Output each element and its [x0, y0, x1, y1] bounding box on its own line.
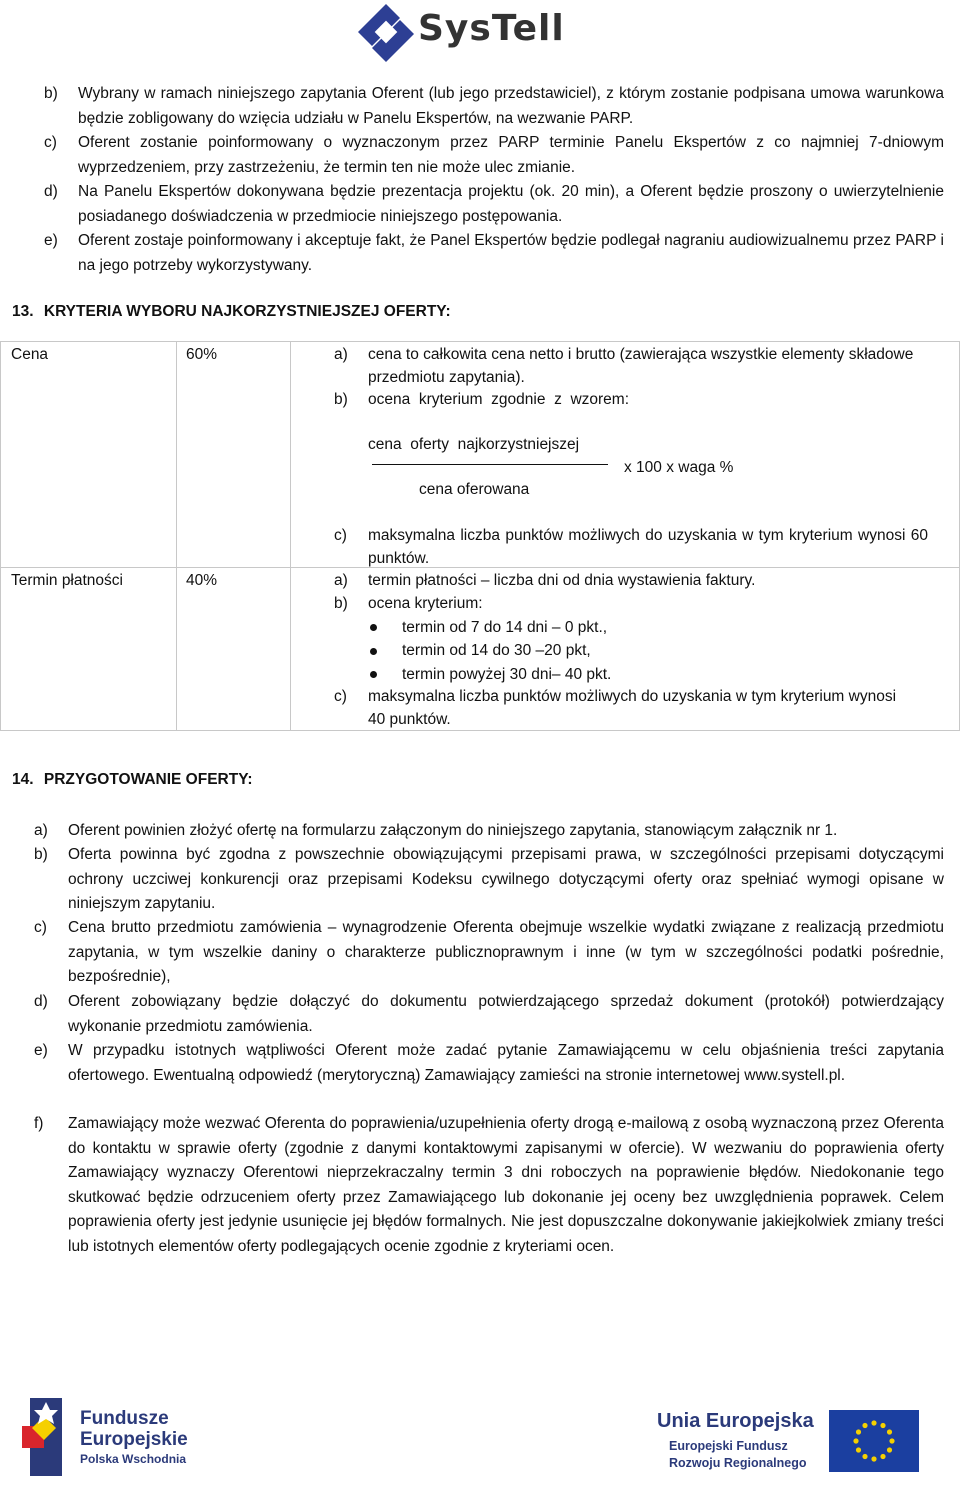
header: [0, 0, 960, 72]
criterion-desc: cena to całkowita cena netto i brutto (zawierająca wszystkie elementy składowe przedmiotu zapytania).: [368, 346, 914, 386]
list-item: [0, 229, 960, 278]
ue-line2: Rozwoju Regionalnego: [669, 1456, 807, 1470]
fe-line3: Polska Wschodnia: [80, 1452, 187, 1466]
list-item: [0, 843, 960, 917]
list-marker: a): [34, 822, 48, 839]
fe-title: [80, 1408, 188, 1450]
list-item: [0, 819, 960, 844]
list-item: [0, 1112, 960, 1284]
bullet-dot-icon: [370, 624, 377, 631]
list-text: Oferent zostanie poinformowany o wyznaczonym przez PARP terminie Panelu Ekspertów z co najmniej 7-dniowym wyprzedzeniem, przy zastrzeżeniu, że termin ten nie może ulec zmianie.: [78, 134, 944, 176]
list-text: Na Panelu Ekspertów dokonywana będzie prezentacja projektu (ok. 20 min), a Oferent będzie proszony o uwierzytelnienie posiadanego doświadczenia w przedmiocie niniejszego postępowania.: [78, 183, 944, 225]
formula-denominator: cena oferowana: [419, 481, 530, 498]
list-item: [0, 180, 960, 229]
list-marker: b): [34, 846, 48, 863]
criterion-desc: ocena kryterium:: [368, 595, 483, 612]
list-marker: b): [44, 85, 58, 102]
bullet-text: termin od 7 do 14 dni – 0 pkt.,: [402, 619, 608, 636]
criterion-desc: termin płatności – liczba dni od dnia wystawienia faktury.: [368, 572, 756, 589]
list-text: Oferent powinien złożyć ofertę na formularzu załączonym do niniejszego zapytania, stanowiącym załącznik nr 1.: [68, 822, 838, 839]
section-heading: PRZYGOTOWANIE OFERTY:: [43, 771, 253, 788]
list-marker: e): [44, 232, 58, 249]
section-14-title: [12, 771, 253, 789]
list-text: Wybrany w ramach niniejszego zapytania Oferent (lub jego przedstawiciel), z którym zostanie podpisana umowa warunkowa będzie zobligowany do wzięcia udziału w Panelu Ekspertów, na wezwanie PARP.: [78, 85, 944, 127]
list-item: [0, 1039, 960, 1113]
list-marker: c): [44, 134, 57, 151]
formula-multiplier: x 100 x waga %: [624, 459, 734, 476]
eu-flag-icon: [829, 1410, 919, 1472]
fe-line2: Europejskie: [80, 1429, 188, 1450]
eu-stars-icon: [829, 1410, 919, 1472]
list-item: [0, 990, 960, 1039]
ue-line1: Europejski Fundusz: [669, 1439, 788, 1453]
section-number: 14.: [12, 771, 34, 788]
section-number: 13.: [12, 303, 34, 320]
ue-subtitle: [669, 1438, 807, 1472]
fe-line1: Fundusze: [80, 1408, 169, 1429]
table-col-divider: [290, 341, 291, 731]
list-text: W przypadku istotnych wątpliwości Oferent może zadać pytanie Zamawiającemu w celu objaśnienia treści zapytania ofertowego. Ewentualną odpowiedź (merytoryczną) Zamawiający zamieści na stronie internetowej www.systell.pl.: [68, 1042, 944, 1084]
bullet-text: termin od 14 do 30 –20 pkt,: [402, 642, 591, 659]
bullet-dot-icon: [370, 671, 377, 678]
section-13-title: [12, 303, 451, 321]
list-text: Oferta powinna być zgodna z powszechnie obowiązującymi przepisami prawa, w szczególności przepisami dotyczącymi ochrony uczciwej konkurencji oraz przepisami Kodeksu cywilnego dotyczącymi oferty oraz spełniać wymogi opisane w niniejszym zapytaniu.: [68, 846, 944, 912]
bullet-text: termin powyżej 30 dni– 40 pkt.: [402, 666, 612, 683]
table-col-divider: [176, 341, 177, 731]
list-item: [0, 916, 960, 990]
ue-title: Unia Europejska: [657, 1410, 814, 1432]
criterion-marker: c): [334, 527, 347, 544]
formula-fraction-line: [372, 464, 608, 465]
list-text: Oferent zostaje poinformowany i akceptuje fakt, że Panel Ekspertów będzie podlegał nagraniu audiowizualnemu przez PARP i na jego potrzeby wykorzystywany.: [78, 232, 944, 274]
list-text: Cena brutto przedmiotu zamówienia – wynagrodzenie Oferenta obejmuje wszelkie wydatki związane z realizacją przedmiotu zapytania, w tym wszelkie daniny o charakterze publicznoprawnym i inne (w tym w szczególności podatki pośrednie, bezpośrednie),: [68, 919, 944, 985]
fundusze-europejskie-mark-icon: [22, 1398, 72, 1476]
criterion-name: Cena: [11, 346, 49, 363]
list-marker: e): [34, 1042, 48, 1059]
criterion-desc: maksymalna liczba punktów możliwych do uzyskania w tym kryterium wynosi 60 punktów.: [368, 527, 928, 567]
logo-text: SysTell: [418, 8, 565, 49]
list-marker: d): [44, 183, 58, 200]
systell-logo: [356, 2, 606, 64]
unia-europejska-logo: [655, 1408, 925, 1478]
list-text: Oferent zobowiązany będzie dołączyć do dokumentu potwierdzającego sprzedaż dokument (protokół) potwierdzający wykonanie przedmiotu zamówienia.: [68, 993, 944, 1035]
list-marker: c): [34, 919, 47, 936]
criterion-marker: a): [334, 346, 348, 363]
bullet-dot-icon: [370, 648, 377, 655]
list-item: [0, 82, 960, 131]
criterion-marker: b): [334, 595, 348, 612]
criterion-marker: c): [334, 688, 347, 705]
criterion-desc: ocena kryterium zgodnie z wzorem:: [368, 391, 630, 408]
list-text: Zamawiający może wezwać Oferenta do poprawienia/uzupełnienia oferty drogą e-mailową z osobą wyznaczoną przez Oferenta do kontaktu w sprawie oferty (zgodnie z danymi kontaktowymi zapisanymi w ofercie). W wezwaniu do poprawienia oferty Zamawiający wyznaczy Oferentowi nieprzekraczalny termin 3 dni roboczych na poprawienie błędów. Niedokonanie tego skutkować będzie odrzuceniem oferty przez Zamawiającego lub dokonanie jej oceny bez uwzględnienia poprawek. Celem poprawienia oferty jest jedynie usunięcie jej błędów formalnych. Nie jest dopuszczalne dokonywanie jakiejkolwiek zmiany treści lub istotnych elementów oferty podlegających ocenie zgodnie z kryteriami ocen.: [68, 1115, 944, 1255]
criterion-marker: b): [334, 391, 348, 408]
criterion-weight: 60%: [186, 346, 218, 363]
criterion-marker: a): [334, 572, 348, 589]
list-marker: d): [34, 993, 48, 1010]
fundusze-europejskie-logo: [22, 1398, 202, 1478]
section-heading: KRYTERIA WYBORU NAJKORZYSTNIEJSZEJ OFERTY:: [43, 303, 451, 320]
list-marker: f): [34, 1115, 44, 1132]
criterion-desc: maksymalna liczba punktów możliwych do uzyskania w tym kryterium wynosi 40 punktów.: [368, 688, 897, 728]
list-item: [0, 131, 960, 180]
criteria-table: [0, 341, 960, 731]
criterion-name: Termin płatności: [11, 572, 123, 589]
formula-numerator: cena oferty najkorzystniejszej: [368, 436, 580, 453]
criterion-weight: 40%: [186, 572, 218, 589]
systell-logo-mark-icon: [356, 2, 416, 64]
